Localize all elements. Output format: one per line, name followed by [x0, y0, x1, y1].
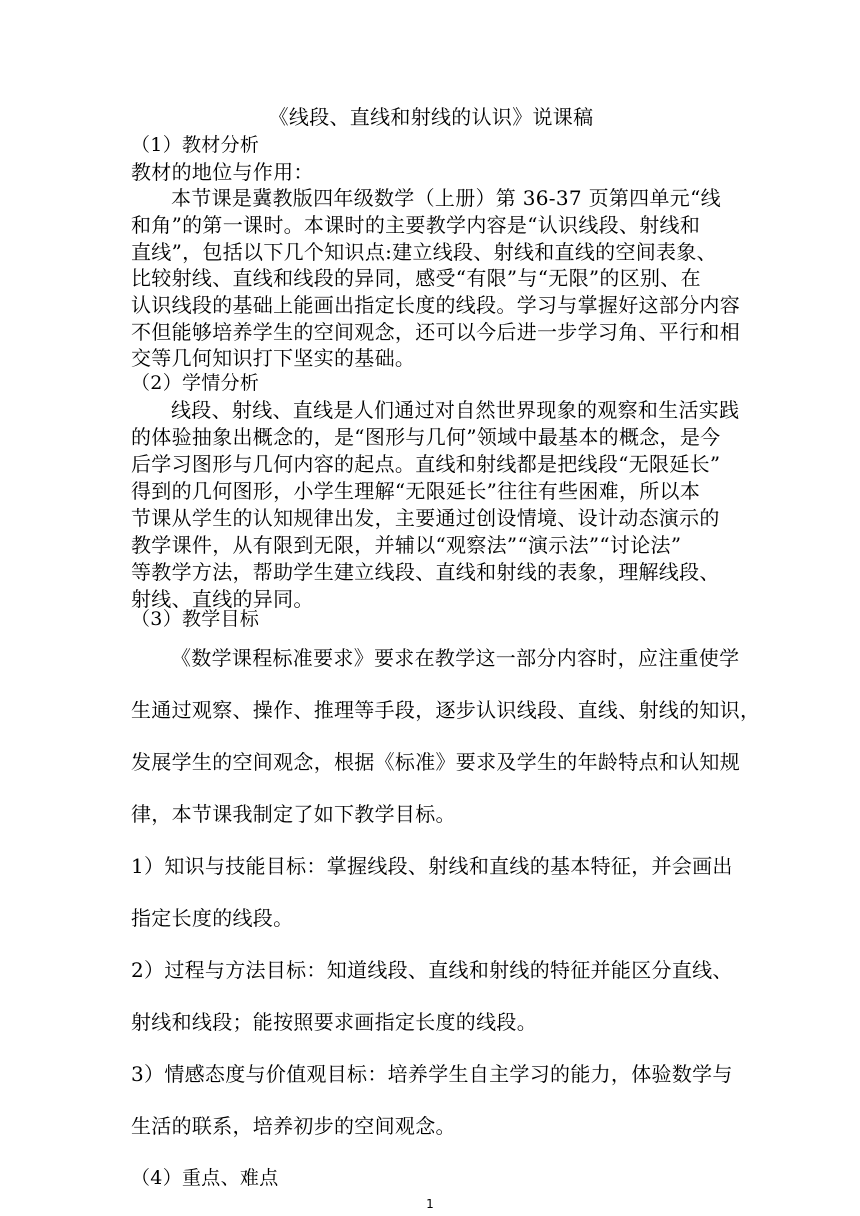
- paragraph-line: 律，本节课我制定了如下教学目标。: [131, 802, 456, 826]
- goal-line: 2）过程与方法目标：知道线段、直线和射线的特征并能区分直线、: [131, 958, 733, 982]
- section-heading-teaching-goals: （3）教学目标: [131, 608, 260, 630]
- paragraph-line: 线段、射线、直线是人们通过对自然世界现象的观察和生活实践: [171, 398, 740, 422]
- paragraph-line: 节课从学生的认知规律出发，主要通过创设情境、设计动态演示的: [131, 506, 720, 530]
- paragraph-line: 不但能够培养学生的空间观念，还可以今后进一步学习角、平行和相: [131, 320, 740, 344]
- section-heading-textbook-analysis: （1）教材分析: [131, 134, 260, 156]
- paragraph-line: 射线、直线的异同。: [131, 587, 314, 611]
- goal-line: 3）情感态度与价值观目标：培养学生自主学习的能力，体验数学与: [131, 1062, 733, 1086]
- section-subheading: 教材的地位与作用：: [131, 160, 314, 184]
- paragraph-line: 直线”，包括以下几个知识点:建立线段、射线和直线的空间表象、: [131, 240, 717, 264]
- goal-line: 指定长度的线段。: [131, 906, 294, 930]
- paragraph-line: 交等几何知识打下坚实的基础。: [131, 346, 416, 370]
- goal-line: 1）知识与技能目标：掌握线段、射线和直线的基本特征，并会画出: [131, 854, 733, 878]
- section-heading-student-analysis: （2）学情分析: [131, 372, 260, 394]
- paragraph-line: 生通过观察、操作、推理等手段，逐步认识线段、直线、射线的知识，: [131, 698, 761, 722]
- paragraph-line: 和角”的第一课时。本课时的主要教学内容是“认识线段、射线和: [131, 213, 701, 237]
- paragraph-line: 后学习图形与几何内容的起点。直线和射线都是把线段“无限延长”: [131, 452, 721, 476]
- paragraph-line: 《数学课程标准要求》要求在教学这一部分内容时，应注重使学: [171, 646, 740, 670]
- paragraph-line: 的体验抽象出概念的，是“图形与几何”领域中最基本的概念，是今: [131, 425, 721, 449]
- paragraph-line: 发展学生的空间观念，根据《标准》要求及学生的年龄特点和认知规: [131, 750, 740, 774]
- paragraph-line: 本节课是冀教版四年级数学（上册）第 36-37 页第四单元“线: [171, 186, 721, 210]
- section-heading-key-points: （4）重点、难点: [131, 1167, 279, 1189]
- paragraph-line: 教学课件，从有限到无限，并辅以“观察法”“演示法”“讨论法”: [131, 533, 682, 557]
- paragraph-line: 等教学方法，帮助学生建立线段、直线和射线的表象，理解线段、: [131, 560, 720, 584]
- paragraph-line: 得到的几何图形，小学生理解“无限延长”往往有些困难，所以本: [131, 479, 701, 503]
- goal-line: 射线和线段；能按照要求画指定长度的线段。: [131, 1010, 537, 1034]
- paragraph-line: 比较射线、直线和线段的异同，感受“有限”与“无限”的区别、在: [131, 266, 701, 290]
- document-title: 《线段、直线和射线的认识》说课稿: [268, 105, 594, 129]
- page-number: 1: [426, 1197, 434, 1211]
- goal-line: 生活的联系，培养初步的空间观念。: [131, 1114, 456, 1138]
- paragraph-line: 认识线段的基础上能画出指定长度的线段。学习与掌握好这部分内容: [131, 293, 740, 317]
